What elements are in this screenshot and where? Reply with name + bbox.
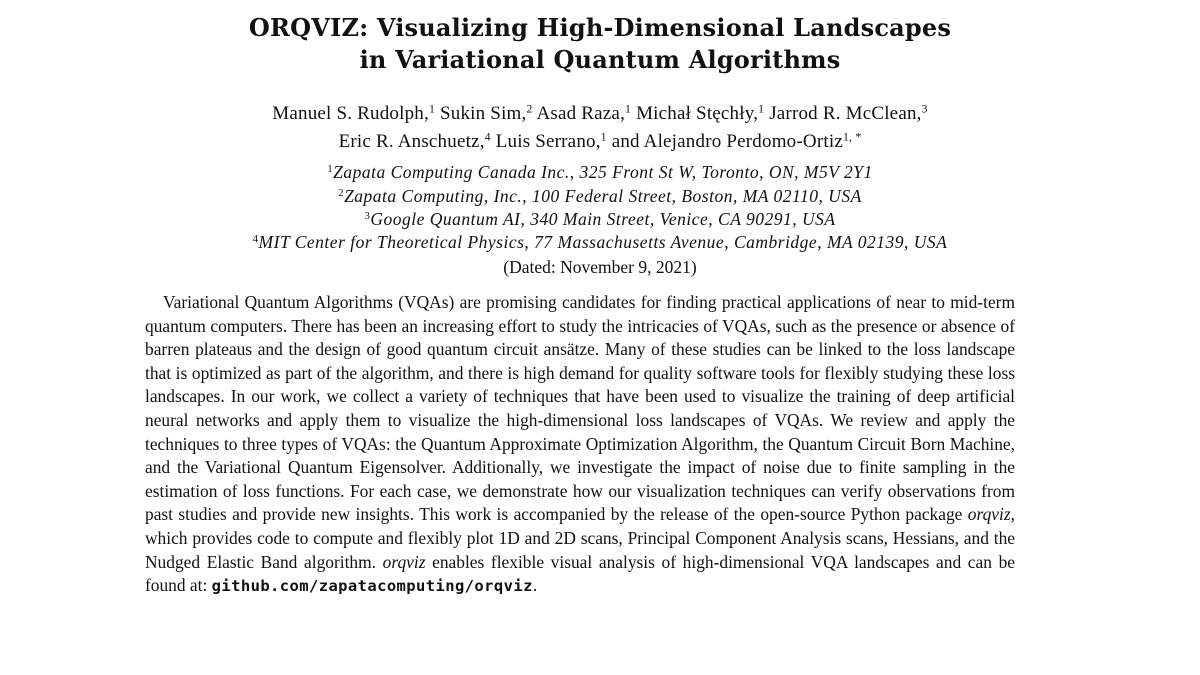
author-affiliation-mark: 1 xyxy=(600,130,607,144)
affiliation-text: Google Quantum AI, 340 Main Street, Venice, CA 90291, USA xyxy=(370,209,836,229)
affiliation-1 xyxy=(0,160,1200,184)
author-affiliation-mark: 4 xyxy=(484,130,491,144)
author-affiliation-mark: 3 xyxy=(921,102,928,116)
author-list-line-2 xyxy=(0,129,1200,155)
author-name: Sukin Sim, xyxy=(440,103,527,124)
author-name: and Alejandro Perdomo-Ortiz xyxy=(611,131,843,152)
abstract xyxy=(145,291,1015,599)
author-name: Jarrod R. McClean, xyxy=(769,103,922,124)
author-affiliation-mark: 2 xyxy=(526,102,533,116)
abstract-end-period: . xyxy=(532,575,538,596)
affiliation-number: 4 xyxy=(252,233,259,246)
affiliation-text: Zapata Computing, Inc., 100 Federal Street, Boston, MA 02110, USA xyxy=(344,186,862,206)
author-name: Asad Raza, xyxy=(536,103,626,124)
abstract-text-part-3: enables flexible visual analysis of high-dimensional VQA landscapes and can be found at: xyxy=(145,551,1015,596)
abstract-text-part-1: Variational Quantum Algorithms (VQAs) are promising candidates for finding practical applications of near to mid-term quantum computers. There has been an increasing effort to study the intricacies of VQAs, such as the presence or absence of barren plateaus and the design of good quantum circuit ansätze. Many of these studies can be linked to the loss landscape that is optimized as part of the algorithm, and there is high demand for quality software tools for flexibly studying these loss landscapes. In our work, we collect a variety of techniques that have been used to visualize the training of deep artificial neural networks and apply them to visualize the high-dimensional loss landscapes of VQAs. We review and apply the techniques to three types of VQAs: the Quantum Approximate Optimization Algorithm, the Quantum Circuit Born Machine, and the Variational Quantum Eigensolver. Additionally, we investigate the impact of noise due to finite sampling in the estimation of loss functions. For each case, we demonstrate how our visualization techniques can verify observations from past studies and provide new insights. This work is accompanied by the release of the open-source Python package xyxy=(145,292,1015,525)
affiliation-text: MIT Center for Theoretical Physics, 77 Massachusetts Avenue, Cambridge, MA 02139, USA xyxy=(258,232,948,252)
author-affiliation-mark: 1 xyxy=(758,102,765,116)
author-affiliation-mark: 1 xyxy=(625,102,632,116)
package-name: orqviz xyxy=(967,504,1011,525)
affiliation-number: 2 xyxy=(338,187,345,200)
paper-title-line-2: in Variational Quantum Algorithms xyxy=(359,45,841,74)
author-name: Eric R. Anschuetz, xyxy=(338,131,485,152)
abstract-text-part-2: , which provides code to compute and flexibly plot 1D and 2D scans, Principal Component Analysis scans, Hessians, and the Nudged Elastic Band algorithm. xyxy=(145,504,1015,572)
affiliation-number: 1 xyxy=(327,163,334,176)
repository-link[interactable]: github.com/zapatacomputing/orqviz xyxy=(211,577,533,596)
affiliation-4 xyxy=(0,230,1200,254)
affiliation-number: 3 xyxy=(364,210,371,223)
author-name: Luis Serrano, xyxy=(495,131,601,152)
affiliation-text: Zapata Computing Canada Inc., 325 Front St W, Toronto, ON, M5V 2Y1 xyxy=(333,162,873,182)
paper-title-line-1: ORQVIZ: Visualizing High-Dimensional Landscapes xyxy=(248,13,952,42)
author-name: Michał Stęchły, xyxy=(636,103,759,124)
package-name: orqviz xyxy=(382,551,426,572)
author-name: Manuel S. Rudolph, xyxy=(272,103,429,124)
affiliation-3 xyxy=(0,207,1200,231)
author-list-line-1 xyxy=(0,101,1200,127)
author-affiliation-mark: 1 xyxy=(428,102,436,116)
date-line: (Dated: November 9, 2021) xyxy=(503,257,697,277)
affiliation-2 xyxy=(0,184,1200,208)
author-affiliation-mark: 1, * xyxy=(842,130,862,144)
